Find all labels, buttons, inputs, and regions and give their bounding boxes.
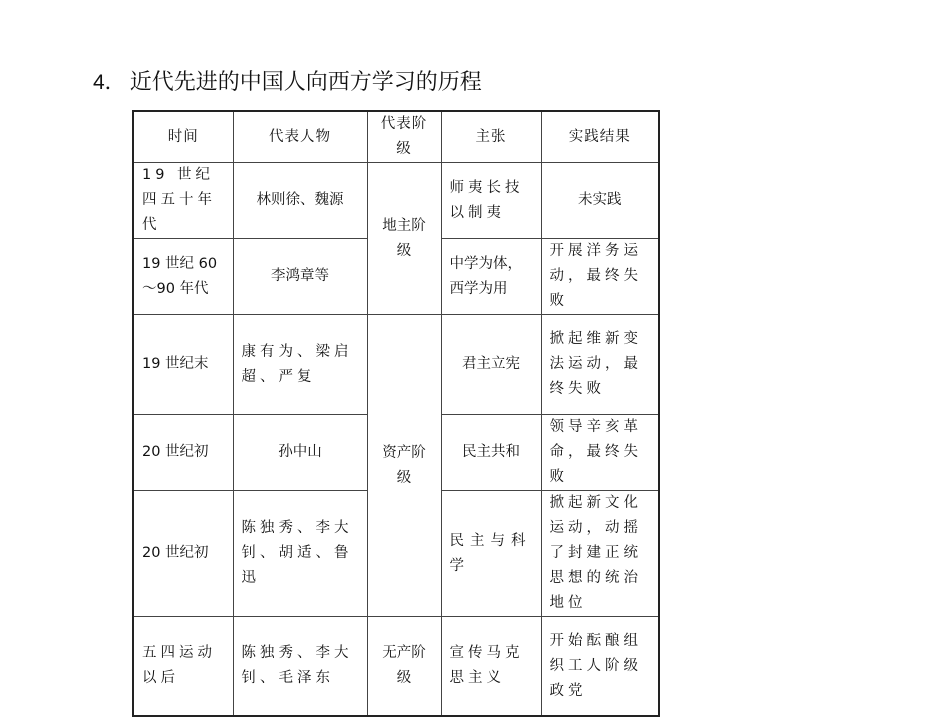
cell-people: 孙中山 [233, 415, 367, 491]
cell-time: 20 世纪初 [133, 415, 233, 491]
section-heading [93, 66, 482, 100]
cell-result: 掀起维新变法运动，最终失败 [541, 315, 659, 415]
cell-people: 李鸿章等 [233, 239, 367, 315]
section-title: 近代先进的中国人向西方学习的历程 [129, 70, 482, 95]
cell-people: 康有为、梁启超、严复 [233, 315, 367, 415]
section-number: 4． [93, 71, 126, 94]
cell-people: 林则徐、魏源 [233, 163, 367, 239]
cell-people: 陈独秀、李大钊、毛泽东 [233, 617, 367, 717]
header-people: 代表人物 [233, 111, 367, 163]
table-row [133, 315, 659, 415]
cell-result: 开始酝酿组织工人阶级政党 [541, 617, 659, 717]
history-table [132, 110, 660, 717]
cell-proposal: 君主立宪 [441, 315, 541, 415]
cell-class-bourgeois: 资产阶级 [367, 315, 441, 617]
cell-class-proletariat: 无产阶级 [367, 617, 441, 717]
cell-time: 五四运动以后 [133, 617, 233, 717]
cell-result: 开展洋务运动，最终失败 [541, 239, 659, 315]
cell-people: 陈独秀、李大钊、胡适、鲁迅 [233, 491, 367, 617]
table-row [133, 617, 659, 717]
cell-result: 未实践 [541, 163, 659, 239]
cell-proposal: 师夷长技以制夷 [441, 163, 541, 239]
cell-time: 19 世纪 60～90 年代 [133, 239, 233, 315]
table-row [133, 163, 659, 239]
cell-proposal: 宣传马克思主义 [441, 617, 541, 717]
header-class: 代表阶级 [367, 111, 441, 163]
cell-time: 19 世纪四五十年代 [133, 163, 233, 239]
table-header-row [133, 111, 659, 163]
header-result: 实践结果 [541, 111, 659, 163]
cell-class-landlord: 地主阶级 [367, 163, 441, 315]
cell-result: 领导辛亥革命，最终失败 [541, 415, 659, 491]
cell-time: 20 世纪初 [133, 491, 233, 617]
cell-proposal: 民主与科学 [441, 491, 541, 617]
cell-proposal: 民主共和 [441, 415, 541, 491]
cell-result: 掀起新文化运动，动摇了封建正统思想的统治地位 [541, 491, 659, 617]
cell-time: 19 世纪末 [133, 315, 233, 415]
header-time: 时间 [133, 111, 233, 163]
cell-proposal: 中学为体，西学为用 [441, 239, 541, 315]
header-proposal: 主张 [441, 111, 541, 163]
